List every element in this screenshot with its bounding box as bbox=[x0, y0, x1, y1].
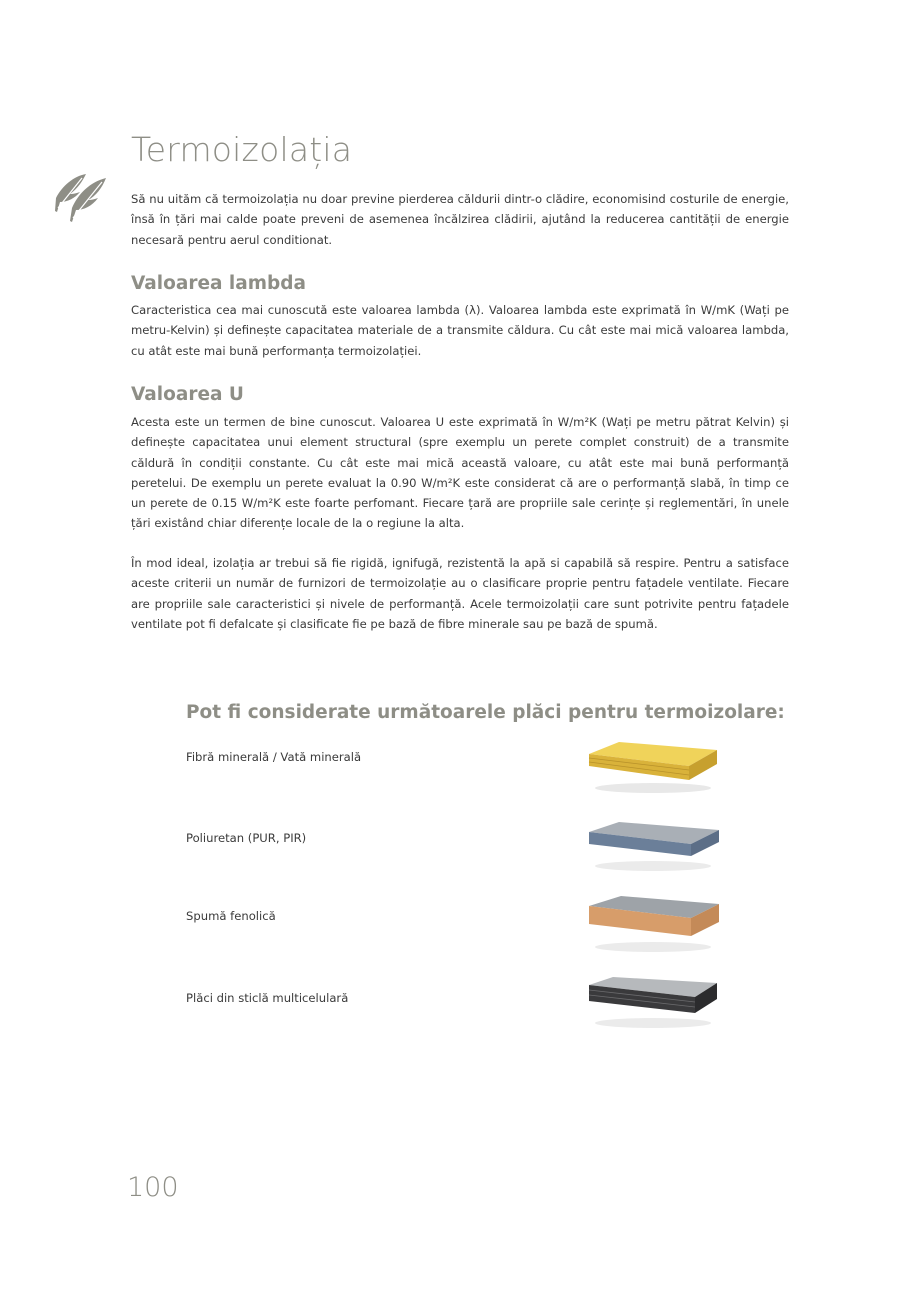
u-value-heading: Valoarea U bbox=[131, 384, 244, 405]
u-value-paragraph: Acesta este un termen de bine cunoscut. Valoarea U este exprimată în W/m²K (Wați pe metru pătrat Kelvin) și definește capacitatea unui element structural (spre exemplu un perete complet construit) de a transmite căldură în condiții constante. Cu cât este mai mică această valoare, cu atât este mai bună performanță peretelui. De exemplu un perete evaluat la 0.90 W/m²K este considerat că are o performanță slabă, în timp ce un perete de 0.15 W/m²K este foarte perfomant. Fiecare țară are propriile sale cerințe și reglementări, în unele țări existând chiar diferențe locale de la o regiune la alta. bbox=[131, 415, 789, 531]
phenolic-foam-board-icon bbox=[583, 892, 725, 958]
ideal-insulation-paragraph: În mod ideal, izolația ar trebui să fie rigidă, ignifugă, rezistentă la apă si capabilă să respire. Pentru a satisface aceste criterii un număr de furnizori de termoizolație au o clasificare proprie pentru fațadele ventilate. Fiecare are propriile sale caracteristici și nivele de performanță. Acele termoizolații care sunt potrivite pentru fațadele ventilate pot fi defalcate și clasificate fie pe bază de fibre minerale sau pe bază de spumă. bbox=[131, 556, 789, 631]
mineral-wool-board-icon bbox=[583, 736, 725, 800]
boards-list-title: Pot fi considerate următoarele plăci pentru termoizolare: bbox=[186, 702, 785, 723]
lambda-heading: Valoarea lambda bbox=[131, 273, 306, 294]
list-item-mineral-wool: Fibră minerală / Vată minerală bbox=[186, 750, 362, 764]
page-title: Termoizolația bbox=[131, 130, 353, 169]
list-item-polyurethane: Poliuretan (PUR, PIR) bbox=[186, 831, 307, 845]
feathers-logo-icon bbox=[52, 168, 110, 226]
page-number: 100 bbox=[127, 1172, 179, 1203]
lambda-paragraph: Caracteristica cea mai cunoscută este valoarea lambda (λ). Valoarea lambda este exprimată în W/mK (Wați pe metru-Kelvin) și definește capacitatea materiale de a transmite căldura. Cu cât este mai mică valoarea lambda, cu atât este mai bună performanța termoizolației. bbox=[131, 303, 789, 358]
cellular-glass-board-icon bbox=[583, 973, 725, 1033]
polyurethane-board-icon bbox=[583, 818, 725, 880]
list-item-cellular-glass: Plăci din sticlă multicelulară bbox=[186, 991, 349, 1005]
list-item-phenolic-foam: Spumă fenolică bbox=[186, 909, 276, 923]
intro-paragraph: Să nu uităm că termoizolația nu doar previne pierderea căldurii dintr-o clădire, economisind costurile de energie, însă în țări mai calde poate preveni de asemenea încălzirea clădirii, ajutând la reducerea cantității de energie necesară pentru aerul conditionat. bbox=[131, 192, 789, 247]
